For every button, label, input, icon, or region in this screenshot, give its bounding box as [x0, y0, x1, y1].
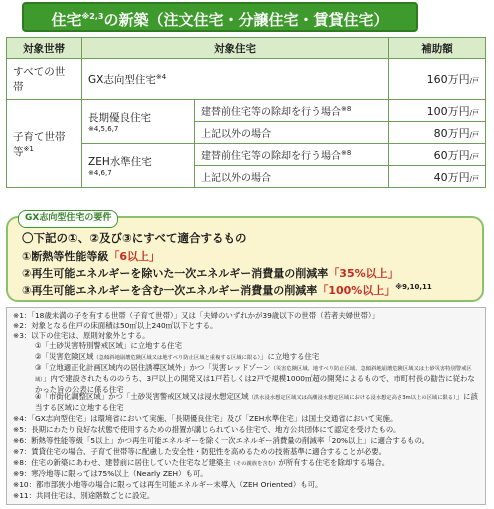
note-3: ※3：以下の住宅は、原則対象外とする。	[13, 331, 150, 340]
page-title: 住宅$^{※2,3}$の新築（注文住宅・分譲住宅・賃貸住宅）	[22, 2, 418, 32]
notes-box	[6, 307, 486, 505]
note-11: ※11：共同住宅は、別途階数ごとに設定。	[13, 491, 155, 500]
long-other-amount: 80万円/戸	[389, 122, 486, 144]
table-row	[7, 100, 486, 122]
note-7: ※7：賃貸住宅の場合、子育て世帯等に配慮した安全性・防犯性を高めるための技術基準に適合することが必要。	[13, 447, 387, 456]
gx-requirements-tag: GX志向型住宅の要件	[18, 210, 118, 228]
requirement-1: ①断熱等性能等級「6以上」	[22, 250, 160, 263]
requirements-head: 〇下記の①、②及び③にすべて適合するもの	[22, 231, 247, 245]
note-3-1: ①「土砂災害特別警戒区域」に立地する住宅	[35, 341, 183, 350]
note-2: ※2：対象となる住戸の床面積は50㎡以上240㎡以下とする。	[13, 321, 218, 330]
note-3-2: ②「災害危険区域（急傾斜地崩壊危険区域又は地すべり防止区域と重複する区域に限る）」に立地する住宅	[35, 352, 320, 361]
note-4: ※4：「GX志向型住宅」は環境省において実施、「長期優良住宅」及び「ZEH水準住宅」は国土交通省において実施。	[13, 414, 398, 423]
child-households-cell: 子育て世帯等$^{※1}$	[7, 100, 82, 188]
zeh-demolish-cell: 建替前住宅等の除却を行う場合$^{※8}$	[195, 144, 389, 166]
note-10: ※10：都市部狭小地等の場合に限っては再生可能エネルギー未導入（ZEH Oriented）も可。	[13, 480, 323, 489]
gx-requirements-box	[6, 213, 484, 302]
gx-amount-cell: 160万円/戸	[389, 59, 486, 100]
gx-house-cell: GX志向型住宅$^{※4}$	[82, 59, 389, 100]
zeh-demolish-amount: 60万円/戸	[389, 144, 486, 166]
long-other-cell: 上記以外の場合	[195, 122, 389, 144]
header-target-household: 対象世帯	[7, 38, 82, 59]
zeh-other-cell: 上記以外の場合	[195, 166, 389, 188]
note-9: ※9：寒冷地等に限っては75%以上（Nearly ZEH）も可。	[13, 469, 208, 478]
note-5: ※5：長期にわたり良好な状態で使用するための措置が講じられている住宅で、地方公共団体にて認定を受けたもの。	[13, 425, 401, 434]
requirement-2: ②再生可能エネルギーを除いた一次エネルギー消費量の削減率「35%以上」	[22, 267, 399, 280]
long-demolish-amount: 100万円/戸	[389, 100, 486, 122]
header-subsidy-amount: 補助額	[389, 38, 486, 59]
subsidy-table	[6, 37, 486, 188]
requirement-3: ③再生可能エネルギーを含む一次エネルギー消費量の削減率「100%以上」$^{※9,10,11}$	[22, 283, 432, 297]
header-target-housing: 対象住宅	[82, 38, 389, 59]
table-header-row	[7, 38, 486, 59]
long-term-cell: 長期優良住宅 ※4,5,6,7	[82, 100, 195, 144]
note-1: ※1：「18歳未満の子を有する世帯（子育て世帯）」又は「夫婦のいずれかが39歳以下の世帯（若者夫婦世帯）」	[13, 311, 379, 320]
note-3-4: ④「市街化調整区域」かつ「土砂災害警戒区域又は浸水想定区域（洪水浸水想定区域又は高潮浸水想定区域における浸水想定高さ3m以上の区域に限る）」に該当する区域に立地する住宅	[35, 392, 478, 412]
long-demolish-cell: 建替前住宅等の除却を行う場合$^{※8}$	[195, 100, 389, 122]
note-6: ※6：断熱等性能等級「5以上」かつ再生可能エネルギーを除く一次エネルギー消費量の削減率「20%以上」に適合するもの。	[13, 436, 430, 445]
zeh-cell: ZEH水準住宅 ※4,6,7	[82, 144, 195, 188]
note-3-3: ③「立地適正化計画区域内の居住誘導区域外」かつ「災害レッドゾーン（災害危険区域、地すべり防止区域、急傾斜地崩壊危険区域又は土砂災害特別警戒区域）」内で建設されたもののうち、3戸以上の開発又は1戸若しくは2戸で規模1000㎡超の開発によるもので、市町村長の勧告に従わなかった旨の公表に係る住宅	[35, 363, 475, 394]
note-8: ※8：住宅の新築にあわせ、建替前に居住していた住宅など建築主（その親族を含む）が所有する住宅を除却する場合。	[13, 458, 390, 467]
zeh-other-amount: 40万円/戸	[389, 166, 486, 188]
all-households-cell: すべての世帯	[7, 59, 82, 100]
table-row	[7, 59, 486, 100]
